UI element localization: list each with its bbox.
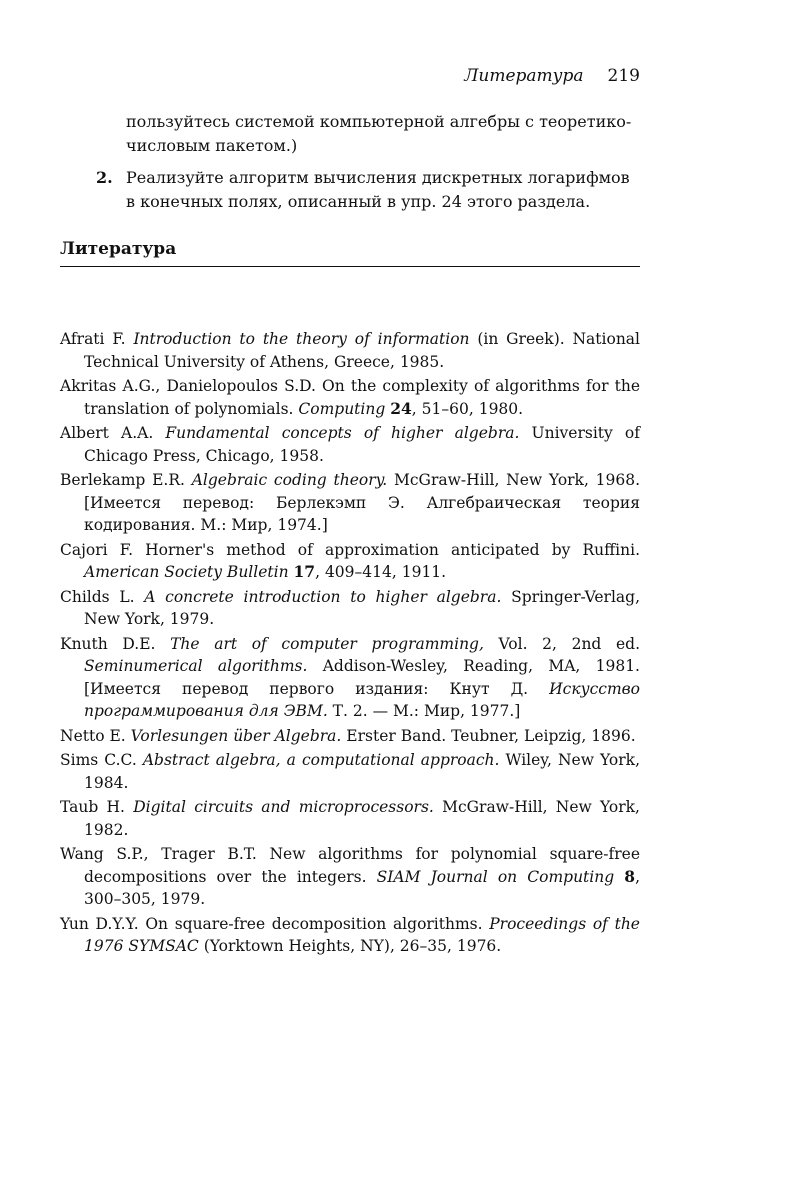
reference-entry bbox=[60, 539, 640, 584]
reference-volume: 24 bbox=[390, 398, 412, 418]
exercise-continuation: пользуйтесь системой компьютерной алгебры с теоретико-числовым пакетом.) bbox=[126, 112, 632, 155]
exercise-block bbox=[88, 110, 640, 214]
reference-entry bbox=[60, 913, 640, 958]
reference-entry bbox=[60, 422, 640, 467]
reference-title: Digital circuits and microprocessors. bbox=[133, 798, 434, 816]
reference-text: Wang S.P., Trager B.T. New algorithms for polynomial square-free decompositions over the integers. bbox=[60, 845, 640, 886]
reference-text: Vol. 2, 2nd ed. bbox=[483, 634, 641, 653]
section-divider bbox=[60, 266, 640, 267]
exercise-item bbox=[88, 166, 640, 214]
reference-entry bbox=[60, 375, 640, 420]
reference-text: Cajori F. Horner's method of approximation anticipated by Ruffini. bbox=[60, 540, 640, 559]
reference-text: Yun D.Y.Y. On square-free decomposition algorithms. bbox=[60, 914, 490, 933]
reference-text: Wiley, New York, 1984. bbox=[84, 751, 640, 792]
reference-title: A concrete introduction to higher algebra. bbox=[144, 587, 502, 606]
reference-title: Vorlesungen über Algebra. bbox=[130, 726, 342, 745]
reference-text: Springer-Verlag, New York, 1979. bbox=[84, 587, 640, 628]
reference-entry bbox=[60, 328, 640, 373]
reference-title: SIAM Journal on Computing bbox=[376, 867, 615, 886]
reference-text: University of Chicago Press, Chicago, 1958. bbox=[84, 424, 640, 465]
reference-volume: 8 bbox=[624, 866, 636, 886]
reference-text: Afrati F. bbox=[60, 330, 134, 348]
reference-text: Taub H. bbox=[60, 798, 134, 816]
reference-text: Erster Band. Teubner, Leipzig, 1896. bbox=[341, 726, 636, 745]
reference-text: Knuth D.E. bbox=[60, 634, 171, 653]
reference-title: Abstract algebra, a computational approach. bbox=[142, 751, 500, 769]
reference-entry bbox=[60, 633, 640, 723]
reference-text: McGraw-Hill, New York, 1968. [Имеется перевод: Берлекэмп Э. Алгебраическая теория кодирования. М.: Мир, 1974.] bbox=[84, 471, 641, 534]
reference-text: (in Greek). National Technical University of Athens, Greece, 1985. bbox=[84, 330, 640, 371]
reference-title: Искусство программирования для ЭВМ. bbox=[84, 679, 640, 720]
reference-text: , 51–60, 1980. bbox=[411, 399, 524, 418]
reference-text: Albert A.A. bbox=[60, 424, 166, 442]
reference-title: Computing bbox=[298, 399, 386, 418]
reference-title: Algebraic coding theory. bbox=[191, 471, 388, 489]
reference-text bbox=[614, 868, 624, 886]
exercise-number: 2. bbox=[96, 168, 113, 187]
reference-entry bbox=[60, 843, 640, 911]
reference-text: Sims C.C. bbox=[60, 751, 143, 769]
reference-title: Seminumerical algorithms. bbox=[84, 657, 308, 675]
exercise-text: Реализуйте алгоритм вычисления дискретных логарифмов в конечных полях, описанный в упр. 24 этого раздела. bbox=[126, 168, 630, 211]
reference-text: Addison-Wesley, Reading, MA, 1981. [Имеется перевод первого издания: Кнут Д. bbox=[84, 657, 640, 698]
reference-title: Introduction to the theory of information bbox=[133, 330, 470, 348]
reference-text: , 409–414, 1911. bbox=[315, 563, 447, 581]
page-number: 219 bbox=[607, 66, 640, 86]
reference-text: , 300–305, 1979. bbox=[84, 867, 640, 908]
reference-entry bbox=[60, 796, 640, 841]
reference-title: Proceedings of the 1976 SYMSAC bbox=[84, 914, 640, 955]
section-title: Литература bbox=[60, 239, 177, 259]
reference-title: American Society Bulletin bbox=[84, 563, 289, 581]
reference-text: Т. 2. — М.: Мир, 1977.] bbox=[327, 702, 521, 720]
reference-title: The art of computer programming, bbox=[170, 634, 484, 653]
reference-list bbox=[60, 328, 640, 960]
reference-entry bbox=[60, 725, 640, 748]
running-head bbox=[464, 66, 640, 86]
reference-entry bbox=[60, 586, 640, 631]
reference-volume: 17 bbox=[293, 562, 316, 581]
reference-text: Berlekamp E.R. bbox=[60, 471, 192, 489]
reference-text: Childs L. bbox=[60, 587, 145, 606]
reference-text: Akritas A.G., Danielopoulos S.D. On the complexity of algorithms for the translation of polynomials. bbox=[60, 377, 640, 418]
reference-entry bbox=[60, 749, 640, 794]
reference-text: McGraw-Hill, New York, 1982. bbox=[84, 798, 640, 839]
running-head-title: Литература bbox=[464, 66, 584, 86]
reference-title: Fundamental concepts of higher algebra. bbox=[165, 424, 520, 442]
reference-text: Netto E. bbox=[60, 726, 131, 745]
reference-text: (Yorktown Heights, NY), 26–35, 1976. bbox=[198, 937, 502, 955]
reference-entry bbox=[60, 469, 640, 537]
